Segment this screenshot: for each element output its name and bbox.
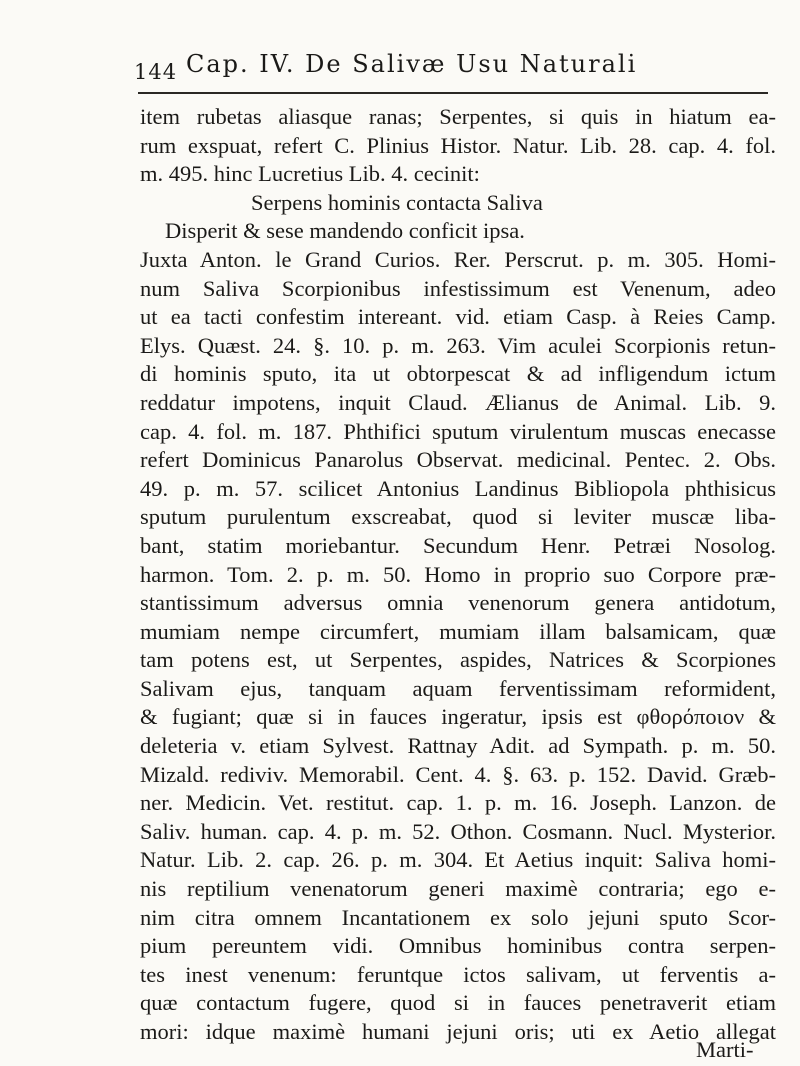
text-line: quæ contactum fugere, quod si in fauces penetraverit etiam (140, 990, 776, 1016)
running-title: Cap. IV. De Salivæ Usu Naturali (186, 50, 638, 78)
text-line: & fugiant; quæ si in fauces ingeratur, ipsis est φθορόποιον & (140, 704, 776, 730)
text-line: bant, statim moriebantur. Secundum Henr. Petræi Nosolog. (140, 532, 776, 558)
text-line: sputum purulentum exscreabat, quod si leviter muscæ liba- (140, 504, 776, 530)
text-line: pium pereuntem vidi. Omnibus hominibus contra serpen- (140, 933, 776, 959)
text-line: Salivam ejus, tanquam aquam ferventissimam reformident, (140, 675, 776, 701)
text-line: 49. p. m. 57. scilicet Antonius Landinus Bibliopola phthisicus (140, 475, 776, 501)
text-line: tam potens est, ut Serpentes, aspides, Natrices & Scorpiones (140, 647, 776, 673)
text-line: stantissimum adversus omnia venenorum genera antidotum, (140, 590, 776, 616)
text-line: reddatur impotens, inquit Claud. Ælianus de Animal. Lib. 9. (140, 389, 776, 415)
text-line: nis reptilium venenatorum generi maximè contraria; ego e- (140, 876, 776, 902)
text-line: m. 495. hinc Lucretius Lib. 4. cecinit: (140, 161, 480, 187)
catchword: Marti- (696, 1037, 754, 1062)
page-number: 144 (134, 60, 178, 84)
text-line: harmon. Tom. 2. p. m. 50. Homo in proprio suo Corpore præ- (140, 561, 776, 587)
text-line: Mizald. rediviv. Memorabil. Cent. 4. §. 63. p. 152. David. Græb- (140, 761, 776, 787)
text-line: cap. 4. fol. m. 187. Phthifici sputum virulentum muscas enecasse (140, 418, 776, 444)
text-line: ut ea tacti confestim intereant. vid. etiam Casp. à Reies Camp. (140, 304, 776, 330)
text-line: Serpens hominis contacta Saliva (251, 189, 543, 215)
text-line: refert Dominicus Panarolus Observat. medicinal. Pentec. 2. Obs. (140, 447, 776, 473)
text-line: item rubetas aliasque ranas; Serpentes, si quis in hiatum ea- (140, 104, 776, 129)
text-line: di hominis sputo, ita ut obtorpescat & ad infligendum ictum (140, 361, 776, 387)
text-line: Saliv. human. cap. 4. p. m. 52. Othon. Cosmann. Nucl. Mysterior. (140, 818, 776, 844)
text-line: Juxta Anton. le Grand Curios. Rer. Perscrut. p. m. 305. Homi- (140, 246, 776, 272)
text-line: nim citra omnem Incantationem ex solo jejuni sputo Scor- (140, 904, 776, 930)
text-line: num Saliva Scorpionibus infestissimum est Venenum, adeo (140, 275, 776, 301)
text-line: tes inest venenum: feruntque ictos salivam, ut ferventis a- (140, 961, 776, 987)
text-line: Elys. Quæst. 24. §. 10. p. m. 263. Vim aculei Scorpionis retun- (140, 332, 776, 358)
text-line: Natur. Lib. 2. cap. 26. p. m. 304. Et Aetius inquit: Saliva homi- (140, 847, 776, 873)
text-line: ner. Medicin. Vet. restitut. cap. 1. p. m. 16. Joseph. Lanzon. de (140, 790, 776, 816)
header-rule (138, 92, 768, 94)
text-line: rum exspuat, refert C. Plinius Histor. Natur. Lib. 28. cap. 4. fol. (140, 132, 776, 158)
body-text (140, 103, 776, 1047)
text-line: mumiam nempe circumfert, mumiam illam balsamicam, quæ (140, 618, 776, 644)
text-line: mori: idque maximè humani jejuni oris; uti ex Aetio allegat (140, 1019, 776, 1044)
text-line: deleteria v. etiam Sylvest. Rattnay Adit. ad Sympath. p. m. 50. (140, 733, 776, 759)
text-line: Disperit & sese mandendo conficit ipsa. (165, 218, 525, 244)
